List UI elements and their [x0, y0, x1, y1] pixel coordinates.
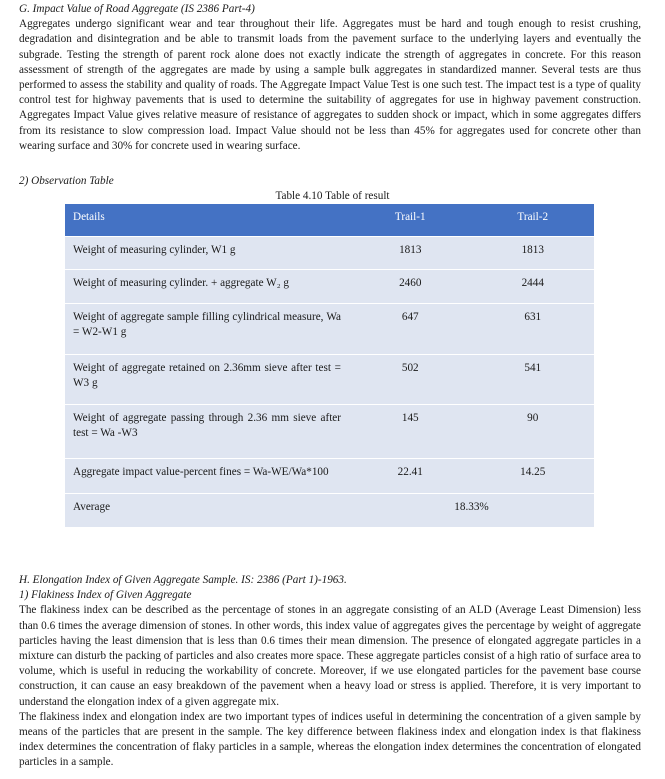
section-g-body: Aggregates undergo significant wear and tear throughout their life. Aggregates must be hard and tough enough to resist crushing, degradation and disintegration and be able to transmit loads from the pavement surface to the underlying layers and eventually the subgrade. Testing the strength of parent rock alone does not exactly indicate the strength of aggregates in concrete. For this reason assessment of strength of the aggregates are made by using a sample bulk aggregates in standardized manner. Several tests are thus performed to assess the stability and quality of roads. The Aggregate Impact Value Test is one such test. The impact test is a type of quality control test for highway pavements that is used to determine the suitability of aggregates for use in highway pavement construction. Aggregates Impact Value gives relative measure of resistance of aggregates to sudden shock or impact, which in some aggregates differs from its resistance to slow compression load. Impact Value should not be less than 45% for aggregates used for concrete other than wearing surface and 30% for concrete used in wearing surface. [19, 18, 641, 152]
trail-1-value: 502 [349, 355, 472, 405]
trail-1-value: 145 [349, 405, 472, 459]
row-label: Weight of aggregate retained on 2.36mm sieve after test = W3 g [65, 355, 349, 405]
row-label: Weight of aggregate passing through 2.36 mm sieve after test = Wa -W3 [65, 405, 349, 459]
section-g [19, 2, 641, 154]
table-row [65, 237, 594, 270]
trail-1-value: 1813 [349, 237, 472, 270]
table-row [65, 355, 594, 405]
header-details: Details [65, 204, 349, 237]
section-h-title: H. Elongation Index of Given Aggregate Sample. IS: 2386 (Part 1)-1963. [19, 574, 347, 586]
row-label: Weight of measuring cylinder. + aggregate W₂ g [65, 270, 349, 304]
section-h-paragraph-1: The flakiness index can be described as the percentage of stones in an aggregate consisting of an ALD (Average Least Dimension) less than 0.6 times the average dimension of stones. In other words, this index value of aggregates gives the percentage by weight of aggregate particles having the least dimension that is less than 0.6 times their mean dimension. The presence of elongated aggregate particles in a mixture can disturb the packing of particles and also creates more space. These aggregate particles consist of a high ratio of surface area to volume, which is useful in reducing the workability of concrete. Moreover, if we use elongated particles for the pavement base course construction, it can cause an easy breakdown of the pavement when a heavy load or stress is applied. Therefore, it is very important to understand the elongation index of a given aggregate mix. [19, 604, 641, 708]
table-row [65, 459, 594, 494]
section-h [19, 573, 641, 771]
table-row [65, 270, 594, 304]
section-h-subtitle: 1) Flakiness Index of Given Aggregate [19, 589, 192, 602]
trail-2-value: 631 [472, 304, 595, 355]
result-table [65, 204, 594, 527]
trail-2-value: 14.25 [472, 459, 595, 494]
table-header-row [65, 204, 594, 237]
trail-1-value: 22.41 [349, 459, 472, 494]
table-row [65, 405, 594, 459]
trail-2-value: 2444 [472, 270, 595, 304]
observation-title: 2) Observation Table [19, 175, 114, 187]
trail-2-value: 1813 [472, 237, 595, 270]
trail-1-value: 647 [349, 304, 472, 355]
row-label: Weight of aggregate sample filling cylindrical measure, Wa = W2-W1 g [65, 304, 349, 355]
table-caption: Table 4.10 Table of result [275, 190, 390, 202]
header-trail-1: Trail-1 [349, 204, 472, 237]
table-row-average [65, 494, 594, 527]
average-label: Average [73, 501, 111, 513]
trail-2-value: 90 [472, 405, 595, 459]
trail-1-value: 2460 [349, 270, 472, 304]
table-row [65, 304, 594, 355]
section-g-title: G. Impact Value of Road Aggregate (IS 2386 Part-4) [19, 3, 255, 15]
header-trail-2: Trail-2 [472, 204, 595, 237]
section-h-paragraph-2: The flakiness index and elongation index are two important types of indices useful in determining the concentration of a given sample by means of the particles that are present in the sample. The key difference between flakiness index and elongation index is that flakiness index determines the concentration of flaky particles in a sample, whereas the elongation index determines the concentration of elongated particles in a sample. [19, 710, 641, 769]
average-value: 18.33% [454, 501, 489, 513]
trail-2-value: 541 [472, 355, 595, 405]
row-label: Aggregate impact value-percent fines = Wa-WE/Wa*100 [65, 459, 349, 494]
row-label: Weight of measuring cylinder, W1 g [65, 237, 349, 270]
